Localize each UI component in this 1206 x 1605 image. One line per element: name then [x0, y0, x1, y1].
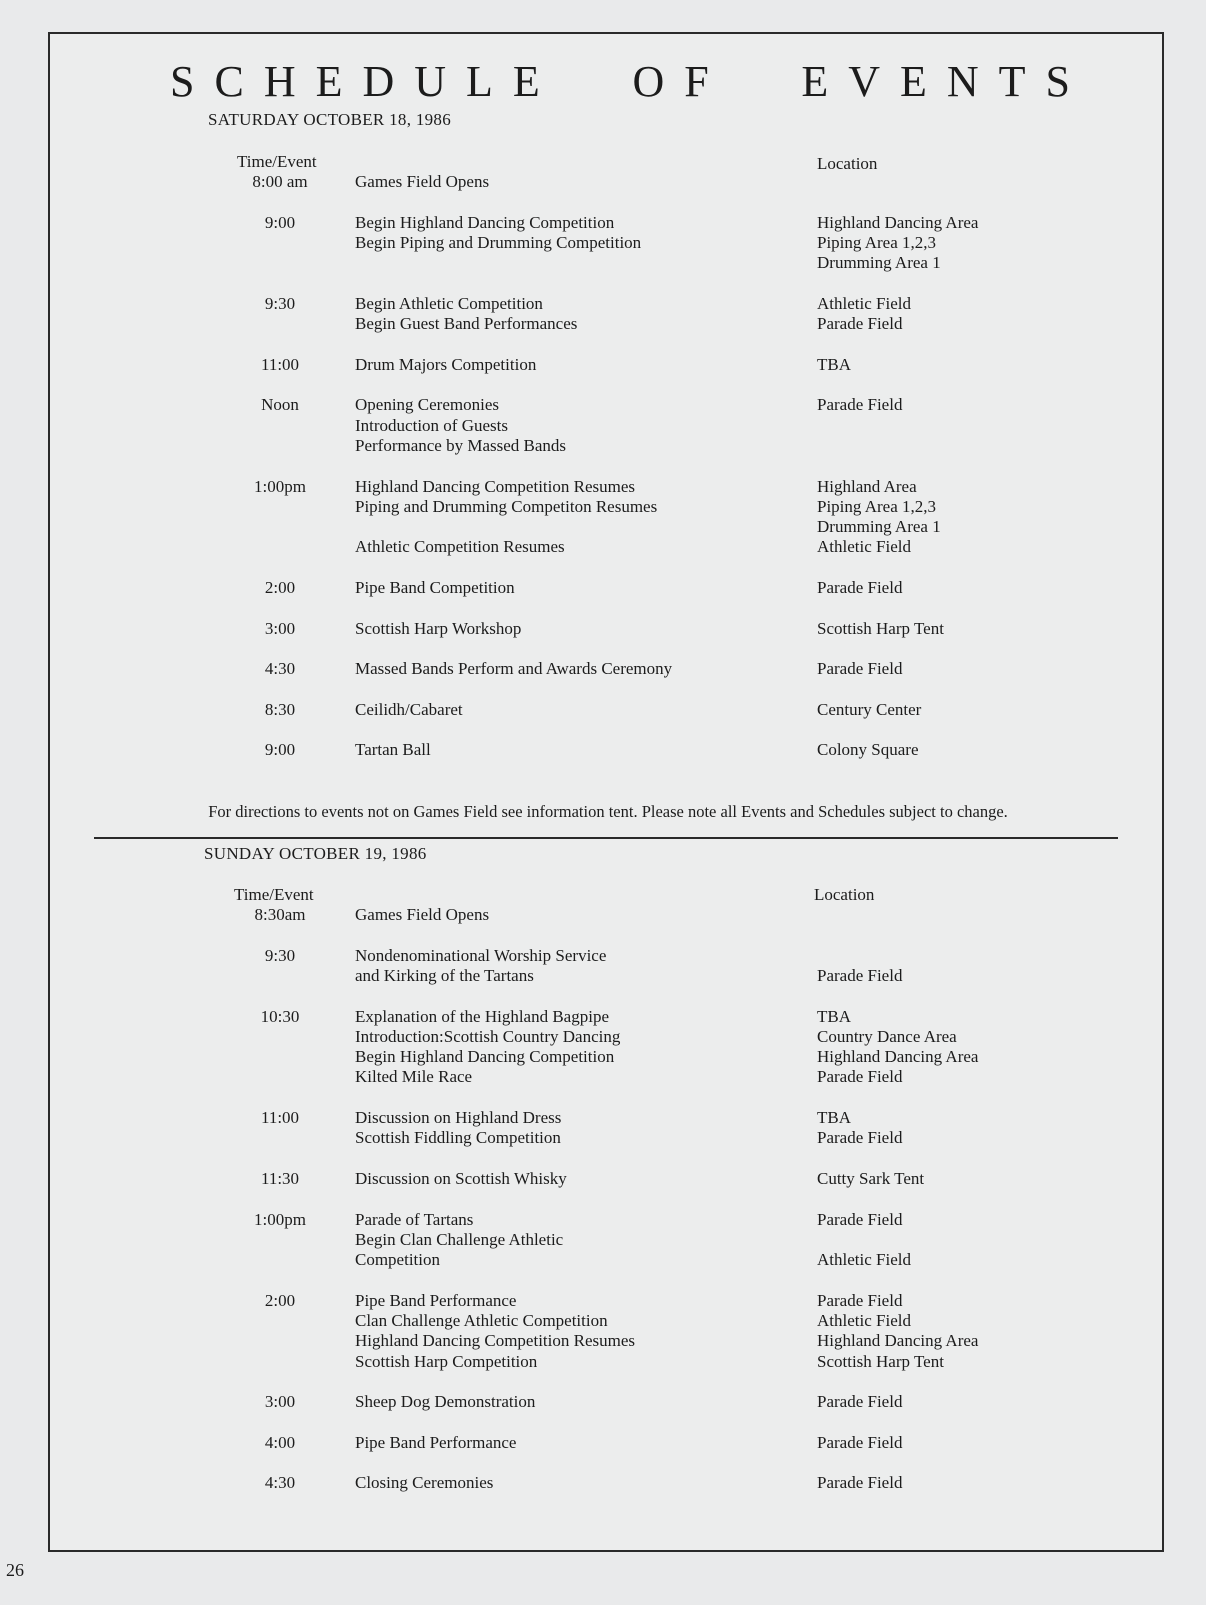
event-names	[355, 1108, 561, 1149]
event-time: 8:30am	[254, 905, 306, 924]
title-word: SCHEDULE	[170, 57, 560, 106]
event-locations	[817, 1007, 978, 1088]
sunday-date: SUNDAY OCTOBER 19, 1986	[204, 844, 427, 863]
event-location: Parade Field	[817, 1067, 903, 1087]
event-name: Nondenominational Worship Service	[355, 945, 607, 965]
event-names	[355, 700, 463, 720]
event-name	[355, 517, 657, 537]
event-location: Highland Dancing Area	[817, 1047, 979, 1067]
event-locations	[817, 1108, 902, 1149]
event-name: Parade of Tartans	[355, 1209, 474, 1229]
schedule-row	[50, 395, 1166, 456]
event-location: Cutty Sark Tent	[817, 1168, 925, 1188]
event-locations	[817, 740, 919, 760]
schedule-row	[50, 700, 1166, 720]
event-names	[355, 1169, 567, 1189]
event-time: 10:30	[260, 1006, 300, 1026]
schedule-row	[50, 1108, 1166, 1149]
saturday-time-header: Time/Event	[237, 152, 317, 171]
event-location: Highland Dancing Area	[817, 1331, 979, 1351]
event-location: Century Center	[817, 699, 922, 719]
schedule-row	[50, 477, 1166, 558]
event-locations	[817, 578, 902, 598]
event-locations	[817, 619, 944, 639]
event-time: 1:00pm	[254, 476, 306, 496]
event-time: 1:00pm	[254, 1209, 306, 1229]
event-names	[355, 213, 641, 254]
section-divider	[94, 837, 1118, 839]
event-location: Scottish Harp Tent	[817, 618, 944, 638]
event-location: Athletic Field	[817, 293, 911, 313]
event-time: 4:30	[264, 1473, 296, 1493]
schedule-row	[50, 1392, 1166, 1412]
schedule-row	[50, 355, 1166, 375]
page-number: 26	[6, 1560, 24, 1580]
event-time: 9:30	[264, 945, 296, 965]
event-name: Competition	[355, 1250, 440, 1270]
directions-note: For directions to events not on Games Field see information tent. Please note all Events and Schedules subject to change.	[208, 802, 1008, 821]
schedule-row	[50, 578, 1166, 598]
event-locations	[817, 1433, 902, 1453]
event-name: Discussion on Scottish Whisky	[355, 1168, 567, 1188]
event-locations	[817, 659, 902, 679]
event-locations	[817, 477, 941, 558]
event-names	[355, 578, 515, 598]
event-location: Piping Area 1,2,3	[817, 232, 936, 252]
event-location: Highland Area	[817, 476, 917, 496]
schedule-row	[50, 1433, 1166, 1453]
event-names	[355, 355, 536, 375]
schedule-row	[50, 1291, 1166, 1372]
event-location: Drumming Area 1	[817, 517, 941, 537]
event-name: Begin Highland Dancing Competition	[355, 1047, 615, 1067]
event-name: Pipe Band Competition	[355, 578, 515, 597]
event-time: 9:00	[264, 740, 296, 760]
event-locations	[817, 294, 911, 335]
event-time: 4:30	[264, 659, 296, 679]
event-time: 11:30	[260, 1168, 300, 1188]
event-name: Games Field Opens	[355, 905, 490, 924]
event-names	[355, 946, 606, 987]
event-location: TBA	[817, 1108, 851, 1127]
event-names	[355, 905, 489, 925]
schedule-row	[50, 740, 1166, 760]
schedule-row	[50, 1473, 1166, 1493]
event-name: Sheep Dog Demonstration	[355, 1392, 536, 1412]
event-time: 11:00	[260, 1108, 300, 1127]
event-name: Highland Dancing Competition Resumes	[355, 476, 635, 496]
event-time: 9:30	[264, 293, 296, 313]
event-name: Clan Challenge Athletic Competition	[355, 1310, 608, 1330]
event-time: 2:00	[264, 1290, 296, 1310]
event-name: Discussion on Highland Dress	[355, 1108, 562, 1127]
event-locations	[817, 1473, 902, 1493]
event-location: Scottish Harp Tent	[817, 1351, 944, 1371]
event-name: Pipe Band Performance	[355, 1290, 517, 1310]
event-location: Country Dance Area	[817, 1026, 957, 1046]
event-location: Highland Dancing Area	[817, 212, 979, 232]
event-name: Ceilidh/Cabaret	[355, 699, 463, 719]
event-location: Parade Field	[817, 1290, 903, 1310]
event-locations	[817, 1210, 911, 1271]
event-name: Begin Guest Band Performances	[355, 314, 578, 334]
event-locations	[817, 1392, 902, 1412]
event-locations	[817, 1291, 978, 1372]
event-location: TBA	[817, 1006, 851, 1026]
event-names	[355, 1007, 620, 1088]
event-names	[355, 1392, 535, 1412]
title-word: EVENTS	[801, 57, 1090, 106]
event-time: 8:30	[264, 699, 296, 719]
event-names	[355, 1433, 516, 1453]
saturday-location-header: Location	[817, 154, 878, 173]
sunday-time-header: Time/Event	[234, 885, 314, 904]
event-name: Begin Piping and Drumming Competition	[355, 232, 642, 252]
event-name: Piping and Drumming Competiton Resumes	[355, 496, 658, 516]
event-location: TBA	[817, 354, 851, 374]
event-time: 11:00	[260, 354, 300, 374]
sunday-location-header: Location	[814, 885, 875, 904]
event-name: Athletic Competition Resumes	[355, 537, 565, 557]
schedule-row	[50, 294, 1166, 335]
event-names	[355, 477, 657, 558]
event-time: 2:00	[264, 578, 296, 597]
event-name: and Kirking of the Tartans	[355, 965, 534, 985]
event-location: Parade Field	[817, 1392, 903, 1412]
event-name: Explanation of the Highland Bagpipe	[355, 1006, 609, 1026]
event-name: Massed Bands Perform and Awards Ceremony	[355, 659, 673, 679]
event-locations	[817, 213, 978, 274]
event-name: Highland Dancing Competition Resumes	[355, 1331, 635, 1351]
title-word: OF	[632, 57, 729, 106]
event-locations	[817, 1169, 924, 1189]
event-name: Kilted Mile Race	[355, 1067, 473, 1087]
event-location: Colony Square	[817, 740, 919, 760]
event-location: Piping Area 1,2,3	[817, 496, 936, 516]
event-name: Opening Ceremonies	[355, 395, 499, 415]
schedule-row	[50, 213, 1166, 274]
event-names	[355, 395, 566, 456]
event-name: Tartan Ball	[355, 740, 431, 760]
schedule-row	[50, 172, 1166, 192]
event-name: Scottish Fiddling Competition	[355, 1128, 561, 1148]
event-name: Begin Clan Challenge Athletic	[355, 1229, 564, 1249]
event-time: Noon	[261, 395, 299, 415]
event-name: Pipe Band Performance	[355, 1432, 517, 1452]
event-names	[355, 172, 489, 192]
event-name: Drum Majors Competition	[355, 354, 537, 374]
event-location: Athletic Field	[817, 1250, 911, 1270]
event-location: Parade Field	[817, 1473, 903, 1493]
event-locations	[817, 700, 921, 720]
page-title	[170, 56, 1090, 107]
schedule-row	[50, 1169, 1166, 1189]
event-location: Parade Field	[817, 965, 903, 985]
event-name: Scottish Harp Workshop	[355, 618, 522, 638]
event-locations	[817, 946, 902, 987]
event-location: Parade Field	[817, 395, 903, 415]
event-names	[355, 619, 521, 639]
schedule-row	[50, 946, 1166, 987]
event-name: Performance by Massed Bands	[355, 435, 567, 455]
event-names	[355, 294, 577, 335]
schedule-row	[50, 619, 1166, 639]
page-frame	[48, 32, 1164, 1552]
event-names	[355, 740, 431, 760]
event-location: Athletic Field	[817, 1310, 911, 1330]
event-location: Parade Field	[817, 578, 903, 597]
event-time: 9:00	[264, 212, 296, 232]
event-location: Parade Field	[817, 1209, 903, 1229]
schedule-row	[50, 659, 1166, 679]
event-location: Parade Field	[817, 659, 903, 679]
event-names	[355, 1291, 635, 1372]
event-location: Parade Field	[817, 1128, 903, 1148]
event-location: Athletic Field	[817, 537, 911, 557]
event-time: 3:00	[264, 618, 296, 638]
event-location: Drumming Area 1	[817, 253, 941, 273]
event-name: Begin Highland Dancing Competition	[355, 212, 615, 232]
event-location	[817, 1230, 911, 1250]
event-locations	[817, 395, 902, 415]
event-name: Games Field Opens	[355, 172, 490, 191]
event-name: Begin Athletic Competition	[355, 293, 543, 313]
schedule-row	[50, 1007, 1166, 1088]
event-name: Closing Ceremonies	[355, 1473, 494, 1493]
event-names	[355, 1210, 563, 1271]
event-time: 8:00 am	[252, 172, 308, 191]
event-names	[355, 1473, 493, 1493]
event-location: Parade Field	[817, 314, 903, 334]
event-location	[817, 946, 902, 966]
saturday-date: SATURDAY OCTOBER 18, 1986	[208, 110, 452, 129]
schedule-row	[50, 905, 1166, 925]
event-name: Introduction:Scottish Country Dancing	[355, 1026, 621, 1046]
event-location: Parade Field	[817, 1432, 903, 1452]
event-name: Scottish Harp Competition	[355, 1351, 538, 1371]
event-locations	[817, 355, 851, 375]
event-time: 4:00	[264, 1432, 296, 1452]
event-name: Introduction of Guests	[355, 415, 508, 435]
event-time: 3:00	[264, 1392, 296, 1412]
schedule-row	[50, 1210, 1166, 1271]
event-names	[355, 659, 672, 679]
